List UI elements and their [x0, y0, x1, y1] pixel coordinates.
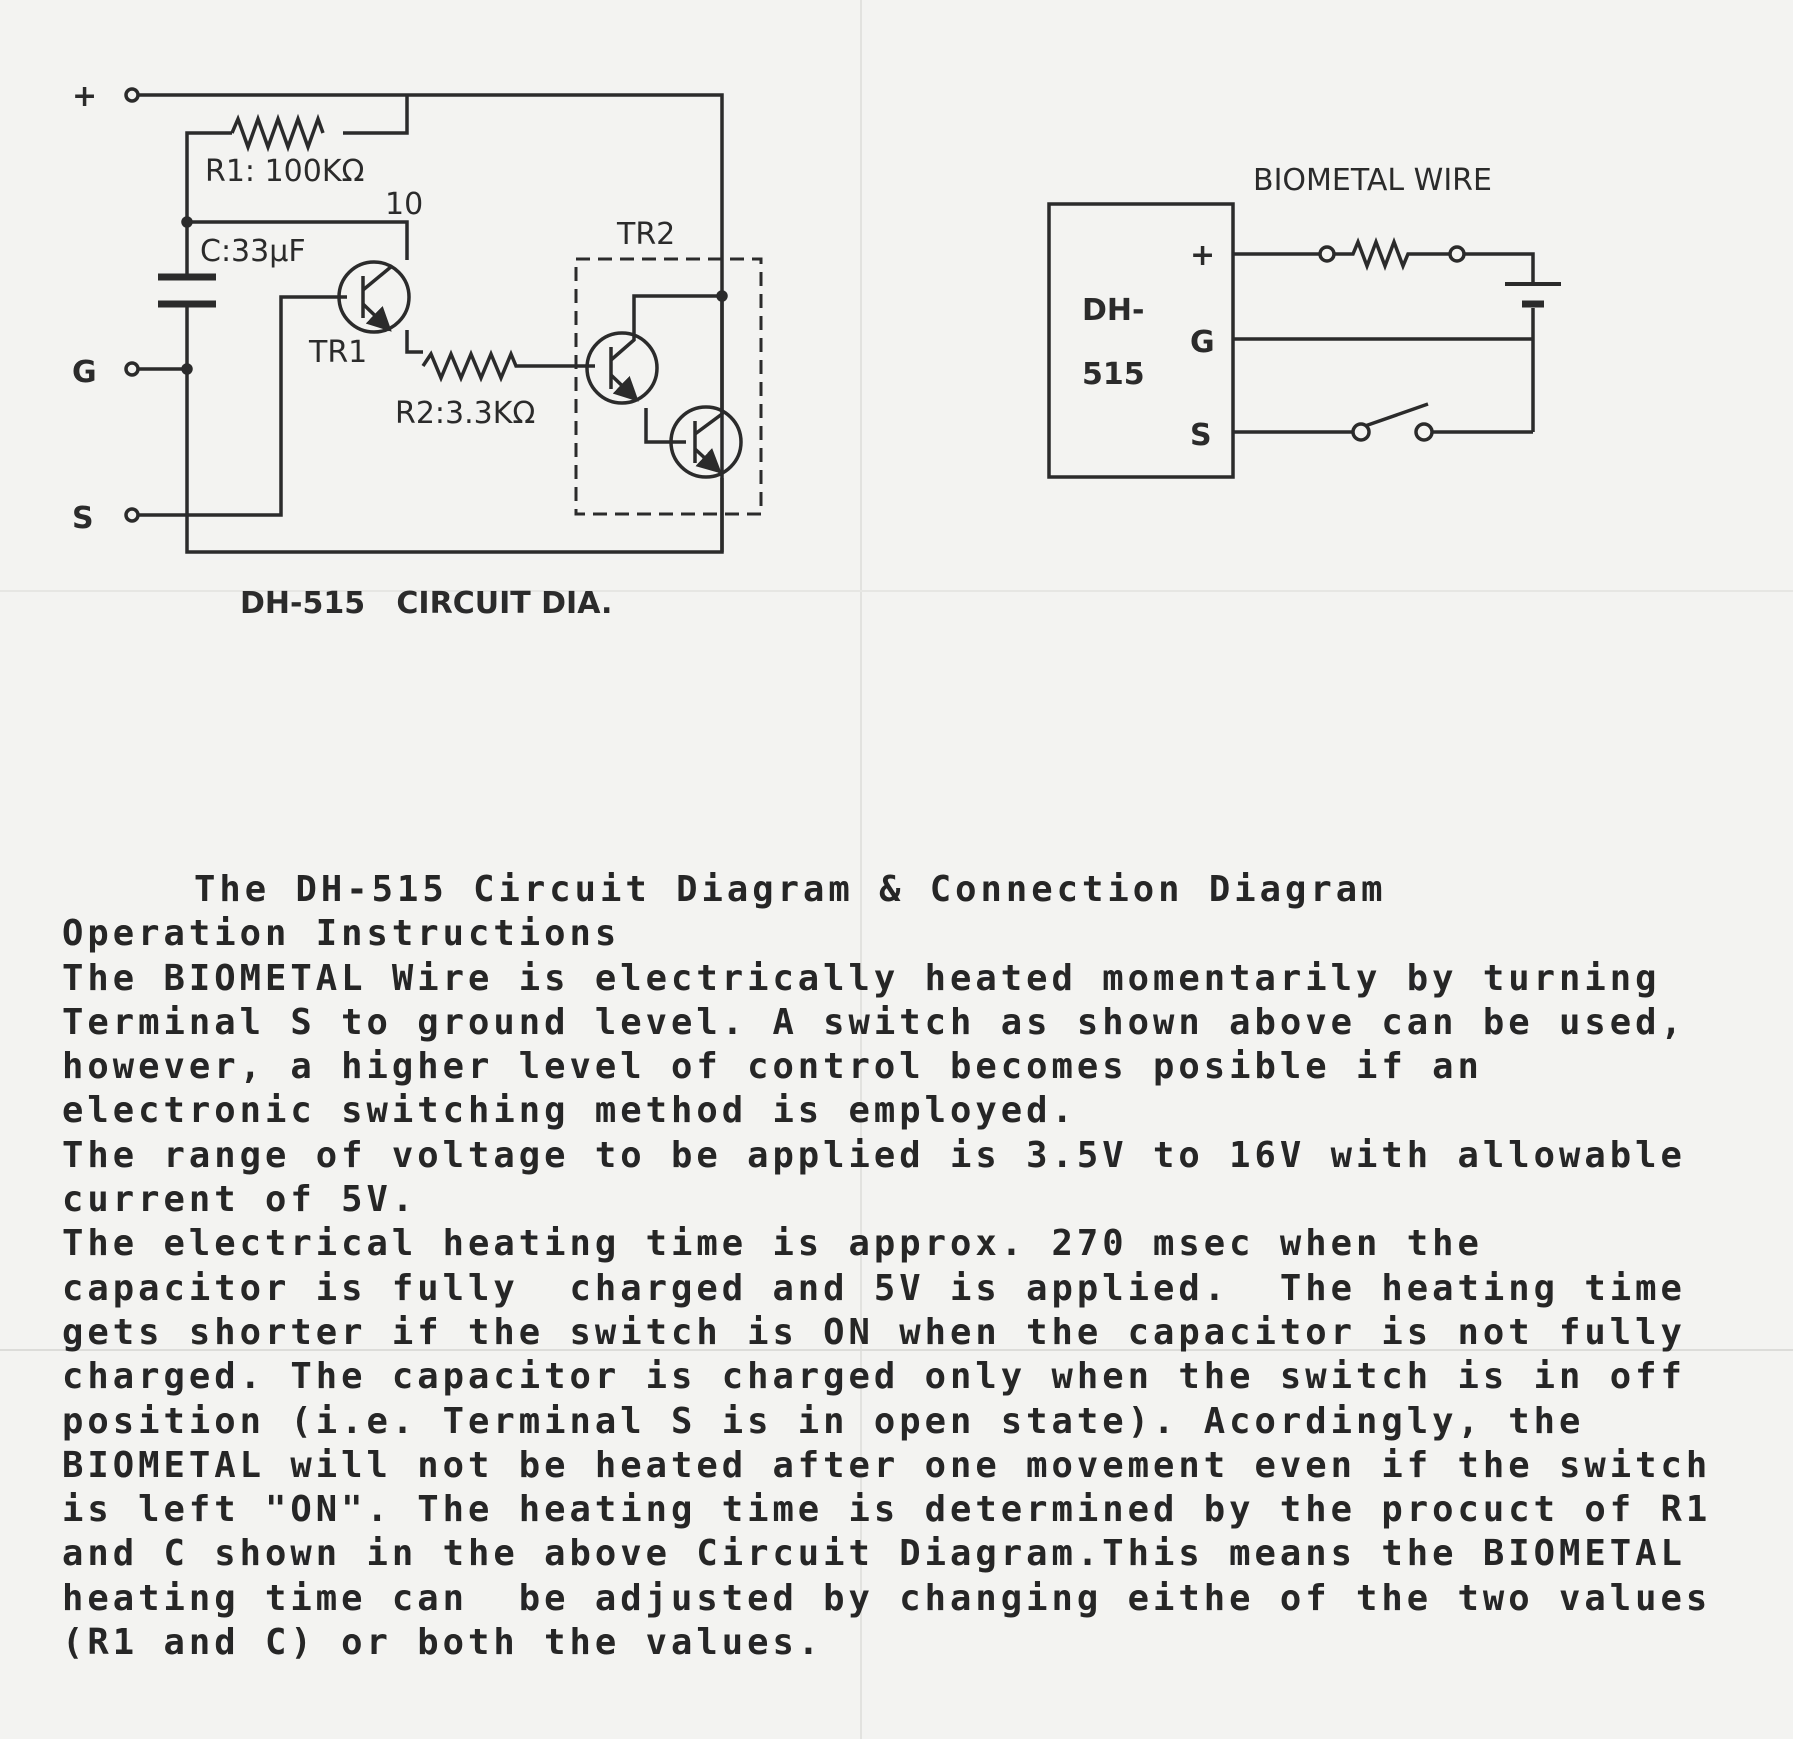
- text-line: gets shorter if the switch is ON when the capacitor is not fully: [62, 1311, 1686, 1353]
- r1-resistor: [232, 119, 323, 147]
- text-line: is left "ON". The heating time is determined by the procuct of R1: [62, 1489, 1712, 1531]
- tr2b-emitter: [695, 449, 720, 472]
- tr2-label: TR2: [617, 217, 676, 252]
- tr2-transistor-a: [587, 333, 657, 403]
- tr2a-to-b-wire: [646, 408, 686, 442]
- r2-label: R2:3.3KΩ: [395, 396, 536, 431]
- text-line: Terminal S to ground level. A switch as shown above can be used,: [62, 1001, 1686, 1043]
- tr2a-emitter: [611, 375, 637, 400]
- terminal-s-label: S: [72, 501, 94, 536]
- terminal-plus: [126, 89, 138, 101]
- junction-dot: [718, 292, 726, 300]
- wire-terminal: [1320, 247, 1334, 261]
- r2-resistor: [423, 354, 595, 378]
- text-line: however, a higher level of control becomes posible if an: [62, 1046, 1483, 1088]
- text-line: The range of voltage to be applied is 3.5V to 16V with allowable: [62, 1134, 1686, 1176]
- tr2a-collector: [611, 296, 722, 360]
- tr2b-collector: [695, 296, 722, 434]
- tr1-emitter: [363, 304, 390, 330]
- junction-dot: [183, 365, 191, 373]
- text-line: Operation Instructions: [62, 913, 621, 955]
- connection-terminal-s: S: [1190, 418, 1212, 453]
- switch-contact: [1416, 424, 1432, 440]
- r1-label: R1: 100KΩ: [205, 154, 365, 189]
- wire-terminal: [1450, 247, 1464, 261]
- terminal-g: [126, 363, 138, 375]
- terminal-plus-label: +: [72, 79, 98, 114]
- battery-top-wire: [1464, 254, 1533, 282]
- node-label: 10: [385, 187, 424, 222]
- connection-terminal-plus: +: [1190, 238, 1216, 273]
- circuit-caption: DH-515 CIRCUIT DIA.: [240, 586, 613, 621]
- text-line: current of 5V.: [62, 1179, 418, 1221]
- text-line: electronic switching method is employed.: [62, 1090, 1077, 1132]
- terminal-s: [126, 509, 138, 521]
- terminal-g-label: G: [72, 355, 97, 390]
- document-title: The DH-515 Circuit Diagram & Connection Diagram: [194, 869, 1387, 910]
- text-line: The electrical heating time is approx. 270 msec when the: [62, 1223, 1483, 1265]
- tr1-collector: [363, 266, 392, 290]
- box-label-line1: DH-: [1082, 293, 1145, 328]
- text-line: BIOMETAL will not be heated after one movement even if the switch: [62, 1444, 1712, 1486]
- s-wire: [138, 297, 347, 515]
- tr1-transistor-symbol: [339, 262, 409, 332]
- text-line: heating time can be adjusted by changing eithe of the two values: [62, 1577, 1712, 1619]
- biometal-wire-label: BIOMETAL WIRE: [1253, 163, 1492, 198]
- switch-lever: [1365, 404, 1428, 426]
- text-line: capacitor is fully charged and 5V is applied. The heating time: [62, 1267, 1686, 1309]
- connection-diagram: [1049, 204, 1561, 477]
- r1-right-wire: [343, 95, 407, 133]
- text-line: charged. The capacitor is charged only when the switch is in off: [62, 1356, 1686, 1398]
- text-line: (R1 and C) or both the values.: [62, 1622, 824, 1664]
- text-line: The BIOMETAL Wire is electrically heated momentarily by turning: [62, 957, 1661, 999]
- box-label-line2: 515: [1082, 357, 1145, 392]
- text-line: position (i.e. Terminal S is in open state). Acordingly, the: [62, 1400, 1585, 1442]
- text-line: and C shown in the above Circuit Diagram.This means the BIOMETAL: [62, 1533, 1686, 1575]
- instructions-text: [62, 868, 1762, 1665]
- connection-terminal-g: G: [1190, 325, 1215, 360]
- tr1-emitter-wire: [407, 330, 423, 352]
- biometal-wire-resistor: [1334, 242, 1450, 266]
- capacitor-label: C:33μF: [200, 234, 306, 269]
- tr1-label: TR1: [309, 335, 368, 370]
